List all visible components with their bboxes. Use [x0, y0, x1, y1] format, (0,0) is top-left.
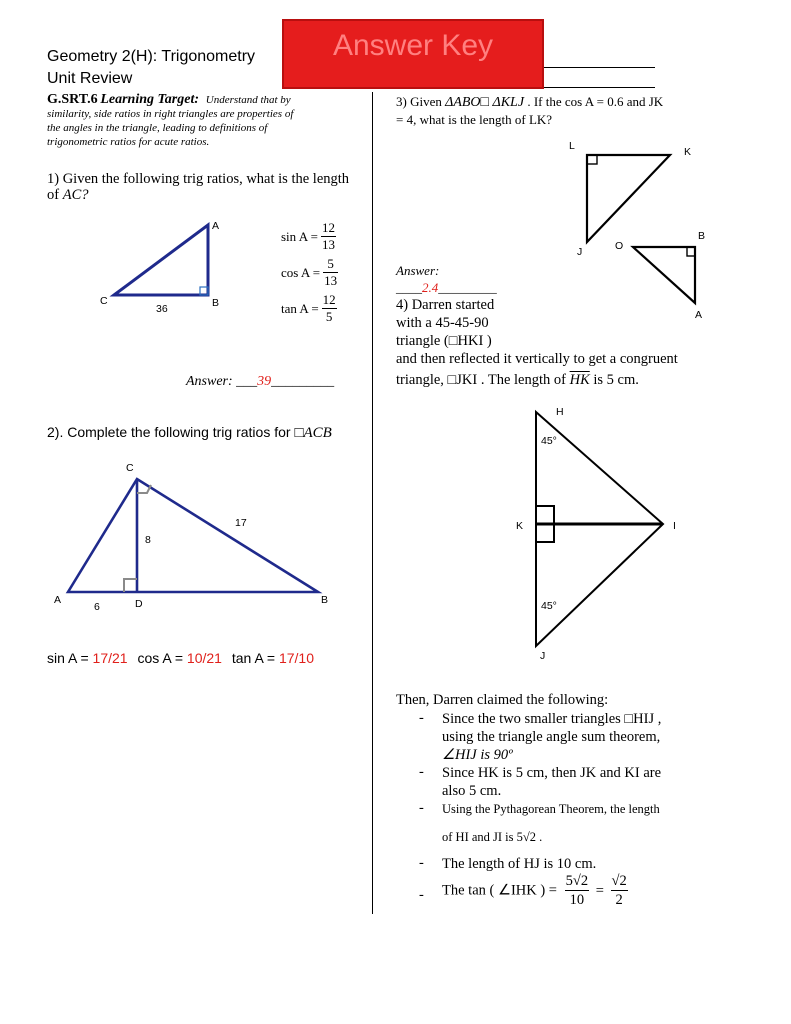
q2-prompt — [47, 424, 332, 442]
claim1-line2: using the triangle angle sum theorem, — [442, 729, 661, 745]
q2-tan-label: tan A = — [231, 650, 279, 666]
q4-angle-top: 45° — [541, 435, 557, 447]
claim5-equals: = — [595, 882, 604, 899]
q1-tan-num: 12 — [322, 292, 336, 307]
learning-target-text-2: similarity, side ratios in right triangles are properties of — [47, 108, 294, 120]
q3-label-j: J — [577, 246, 583, 258]
q1-prompt-of: of — [47, 187, 63, 203]
q4-prompt-line5 — [396, 371, 639, 389]
standard-code: G.SRT.6 — [47, 92, 98, 107]
q4-label-h: H — [556, 406, 564, 418]
q1-tan-ratio — [281, 292, 337, 325]
q2-right-angle-mark-d — [124, 579, 137, 592]
q4-prompt-line4: and then reflected it vertically to get a congruent — [396, 351, 678, 367]
q3-answer-value: 2.4 — [422, 280, 439, 295]
q3-triangles-diagram — [555, 135, 725, 325]
q2-label-ad: 6 — [94, 601, 100, 613]
claim1-line3: ∠HIJ is 90º — [442, 747, 513, 763]
claim4-dash: - — [419, 855, 424, 871]
q1-sin-den: 13 — [321, 237, 335, 252]
q4-prompt-line2: with a 45-45-90 — [396, 315, 489, 331]
q4-prompt-segment: $\overline{HK}$ — [569, 372, 590, 388]
claim4-text: The length of HJ is 10 cm. — [442, 856, 597, 872]
name-blank-line — [544, 67, 655, 68]
q3-prompt-cos: . If the cos A = 0.6 and JK — [527, 94, 664, 109]
page-title: Geometry 2(H): Trigonometry — [47, 48, 256, 65]
claim5-frac1-den: 10 — [569, 892, 585, 908]
q1-tan-den: 5 — [325, 309, 333, 324]
q2-sin-value: 17/21 — [92, 650, 128, 666]
answer-key-label: Answer Key — [332, 29, 494, 62]
q1-answer-blank-pre: ___ — [236, 374, 258, 389]
q2-cos-label: cos A = — [137, 650, 187, 666]
q1-label-side: 36 — [156, 303, 168, 315]
q1-prompt-var: AC? — [62, 187, 89, 203]
q1-cos-den: 13 — [324, 273, 338, 288]
q3-triangle-klj — [587, 155, 670, 242]
q1-sin-label: sin A = — [281, 228, 318, 244]
q2-label-a: A — [54, 594, 62, 606]
learning-target-label: Learning Target: — [100, 92, 199, 107]
q4-prompt-triangle: triangle, □JKI . The length of — [396, 372, 570, 388]
q2-label-cb: 17 — [235, 517, 247, 529]
q1-answer — [186, 373, 334, 391]
q3-triangle-abo — [633, 247, 695, 303]
q3-answer — [396, 279, 497, 297]
q1-triangle-diagram — [90, 215, 230, 315]
q2-triangle — [68, 479, 318, 592]
claim3-dash: - — [419, 800, 424, 816]
q4-right-angle-upper — [536, 506, 554, 524]
q3-prompt-given: 3) Given — [396, 94, 446, 109]
q3-right-angle-b — [687, 247, 695, 256]
q3-prompt-line2: = 4, what is the length of LK? — [396, 112, 553, 127]
learning-target-text-1: Understand that by — [205, 94, 291, 106]
q1-cos-ratio — [281, 256, 338, 289]
claim2-line1: Since HK is 5 cm, then JK and KI are — [442, 765, 662, 781]
q4-prompt-length: is 5 cm. — [589, 372, 639, 388]
claim1-dash: - — [419, 710, 424, 726]
q4-angle-bottom: 45° — [541, 600, 557, 612]
q3-answer-blank-pre: ____ — [396, 280, 422, 295]
claim5-dash: - — [419, 887, 424, 903]
q3-label-o: O — [615, 240, 624, 252]
q3-prompt-line1 — [396, 93, 663, 112]
claim5-frac2-num: √2 — [611, 873, 627, 889]
q2-label-c: C — [126, 462, 134, 474]
q4-label-j: J — [540, 650, 546, 662]
claim5-prefix: The tan ( ∠IHK ) = — [442, 882, 557, 899]
date-blank-line — [544, 87, 655, 88]
q3-prompt-math: ΔABO□ ΔKLJ — [445, 95, 525, 110]
q3-label-l: L — [569, 140, 575, 152]
claim3-line2: of HI and JI is 5√2 . — [442, 830, 543, 844]
q1-tan-label: tan A = — [281, 300, 319, 316]
claim1-line1: Since the two smaller triangles □HIJ , — [442, 711, 662, 727]
q1-prompt-line1: 1) Given the following trig ratios, what is the length — [47, 171, 350, 187]
q3-label-a: A — [695, 309, 703, 321]
q1-label-a: A — [212, 220, 220, 232]
q2-sin-label: sin A = — [47, 650, 93, 666]
learning-target-text-4: trigonometric ratios for acute ratios. — [47, 136, 210, 148]
q1-prompt-line2 — [47, 186, 89, 204]
q2-prompt-symbol: □ACB — [294, 425, 332, 441]
q4-prompt-line1: 4) Darren started — [396, 297, 495, 313]
q3-label-b: B — [698, 230, 706, 242]
q3-answer-blank-post: _________ — [438, 280, 497, 295]
claim5-frac2-den: 2 — [615, 892, 623, 908]
column-divider — [372, 92, 373, 914]
q2-triangle-diagram — [50, 455, 340, 615]
claims-intro: Then, Darren claimed the following: — [396, 692, 609, 708]
q3-right-angle-l — [587, 155, 597, 164]
q1-cos-num: 5 — [323, 256, 338, 273]
page-subtitle: Unit Review — [47, 70, 133, 87]
q3-answer-label: Answer: — [396, 263, 440, 278]
claim5-text — [442, 872, 628, 909]
q1-answer-label: Answer: — [186, 374, 233, 389]
q1-label-c: C — [100, 295, 108, 307]
claim5-frac1-num: 5√2 — [565, 873, 589, 889]
q1-sin-num: 12 — [321, 220, 335, 235]
q4-right-angle-lower — [536, 524, 554, 542]
q2-label-b: B — [321, 594, 329, 606]
q4-prompt-line3: triangle (□HKI ) — [396, 333, 492, 349]
learning-target — [47, 93, 357, 149]
q4-label-k: K — [516, 520, 524, 532]
q4-triangle-diagram — [505, 398, 695, 668]
q1-triangle — [114, 225, 208, 295]
q1-label-b: B — [212, 297, 220, 309]
learning-target-text-3: the angles in the triangle, leading to definitions of — [47, 122, 268, 134]
q1-sin-ratio — [281, 220, 336, 253]
q3-label-k: K — [684, 146, 692, 158]
q2-tan-value: 17/10 — [278, 650, 315, 666]
q2-cos-value: 10/21 — [186, 650, 222, 666]
q1-cos-label: cos A = — [281, 264, 321, 280]
q2-prompt-text: 2). Complete the following trig ratios for — [47, 424, 291, 440]
q2-answers — [47, 650, 314, 666]
q1-answer-value: 39 — [257, 374, 272, 389]
claim2-dash: - — [419, 764, 424, 780]
q1-answer-blank-post: _________ — [271, 374, 335, 389]
q4-label-i: I — [673, 520, 676, 532]
q2-label-d: D — [135, 598, 143, 610]
q2-label-cd: 8 — [145, 534, 151, 546]
claim3-line1: Using the Pythagorean Theorem, the length — [442, 802, 660, 816]
answer-key-banner — [282, 19, 544, 89]
claim2-line2: also 5 cm. — [442, 783, 502, 799]
